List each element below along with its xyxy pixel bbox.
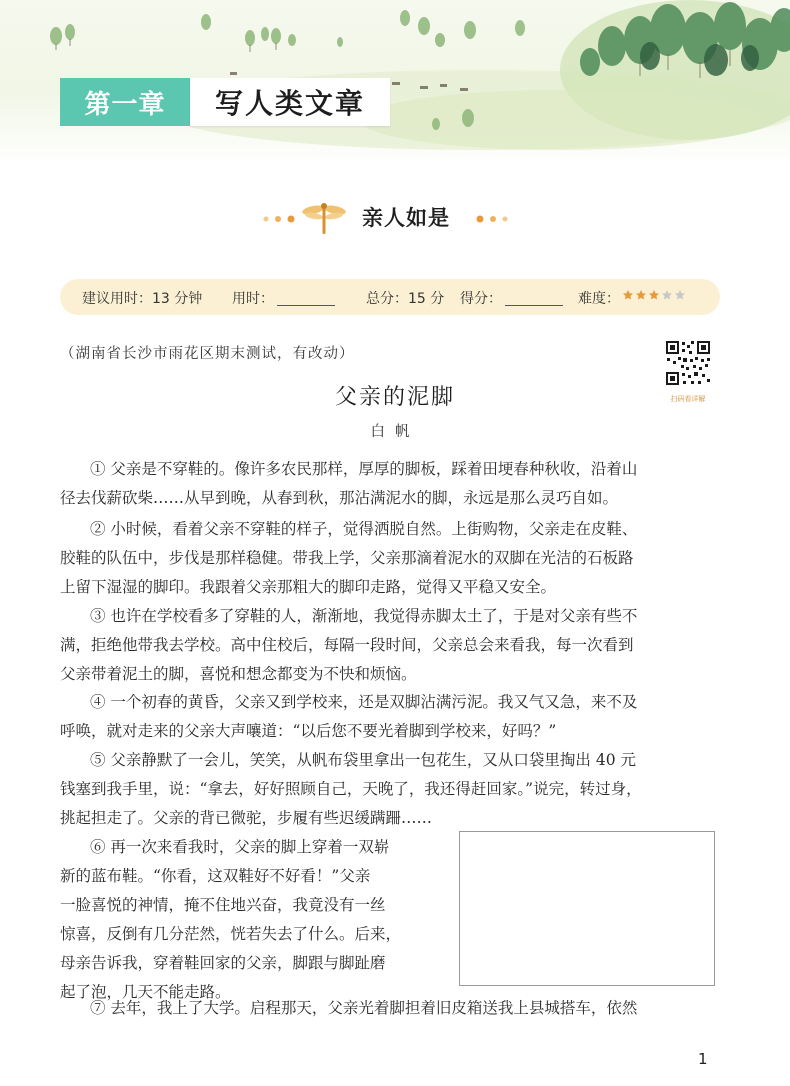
score-label: 得分： [460, 291, 502, 307]
page-number: 1 [698, 1050, 708, 1068]
chapter-label: 第一章 [60, 78, 190, 126]
text-line: 呼唤，就对走来的父亲大声嚷道：“以后您不要光着脚到学校来，好吗？” [60, 722, 557, 740]
article-author: 白帆 [370, 424, 420, 440]
text-line: 起了泡，几天不能走路。 [60, 983, 231, 1001]
chapter-title: 写人类文章 [190, 78, 390, 126]
dragonfly-icon [300, 200, 348, 236]
text-line: ⑤ 父亲静默了一会儿，笑笑，从帆布袋里拿出一包花生，又从口袋里掏出 40 元 [90, 751, 637, 769]
exercise-info-bar [60, 279, 720, 315]
paragraph-3-cont [60, 631, 712, 689]
text-line: 父亲带着泥土的脚，喜悦和想念都变为不快和烦恼。 [60, 665, 417, 683]
paragraph-5 [90, 746, 712, 775]
paragraph-4 [90, 688, 712, 717]
source-note: （湖南省长沙市雨花区期末测试，有改动） [60, 346, 355, 362]
star-empty-icon [661, 289, 673, 301]
text-line: 挑起担走了。父亲的背已微驼，步履有些迟缓蹒跚…… [60, 809, 433, 827]
text-line: ⑦ 去年，我上了大学。启程那天，父亲光着脚担着旧皮箱送我上县城搭车，依然 [90, 999, 638, 1017]
paragraph-6-cont [60, 862, 440, 1007]
total-score: 总分：15 分 [366, 291, 445, 307]
star-filled-icon [635, 289, 647, 301]
paragraph-2-cont [60, 544, 712, 602]
difficulty-label: 难度： [578, 291, 620, 307]
section-title: 亲人如是 [362, 206, 450, 230]
text-line: 上留下湿湿的脚印。我跟着父亲那粗大的脚印走路，觉得又平稳又安全。 [60, 578, 557, 596]
star-empty-icon [674, 289, 686, 301]
time-used-label: 用时： [232, 291, 274, 307]
illustration-frame [459, 831, 715, 986]
text-line: ⑥ 再一次来看我时，父亲的脚上穿着一双崭 [90, 838, 390, 856]
paragraph-6 [90, 833, 440, 862]
paragraph-4-cont [60, 717, 712, 746]
paragraph-1-cont [60, 484, 712, 513]
paragraph-7 [90, 994, 712, 1023]
text-line: ① 父亲是不穿鞋的。像许多农民那样，厚厚的脚板，踩着田埂春种秋收，沿着山 [90, 460, 638, 478]
text-line: ③ 也许在学校看多了穿鞋的人，渐渐地，我觉得赤脚太土了，于是对父亲有些不 [90, 607, 638, 625]
text-line: 新的蓝布鞋。“你看，这双鞋好不好看！”父亲 [60, 867, 371, 885]
time-used-field[interactable] [232, 288, 335, 308]
time-used-blank[interactable] [277, 292, 335, 306]
text-line: ④ 一个初春的黄昏，父亲又到学校来，还是双脚沾满污泥。我又气又急，来不及 [90, 693, 638, 711]
text-line: 胶鞋的队伍中，步伐是那样稳健。带我上学，父亲那滴着泥水的双脚在光洁的石板路 [60, 549, 634, 567]
text-line: 满，拒绝他带我去学校。高中住校后，每隔一段时间，父亲总会来看我，每一次看到 [60, 636, 634, 654]
score-blank[interactable] [505, 292, 563, 306]
text-line: 钱塞到我手里，说：“拿去，好好照顾自己，天晚了，我还得赶回家。”说完，转过身， [60, 780, 642, 798]
paragraph-1 [90, 455, 712, 484]
text-line: 惊喜，反倒有几分茫然，恍若失去了什么。后来， [60, 925, 402, 943]
text-line: ② 小时候，看着父亲不穿鞋的样子，觉得洒脱自然。上街购物，父亲走在皮鞋、 [90, 520, 638, 538]
paragraph-5-cont [60, 775, 712, 833]
qr-caption: 扫码看详解 [670, 395, 706, 403]
section-heading [0, 196, 790, 240]
star-filled-icon [648, 289, 660, 301]
decor-dots-right [474, 214, 510, 224]
text-line: 母亲告诉我，穿着鞋回家的父亲，脚跟与脚趾磨 [60, 954, 386, 972]
suggested-time: 建议用时：13 分钟 [82, 291, 203, 307]
text-line: 径去伐薪砍柴……从早到晚，从春到秋，那沾满泥水的脚，永远是那么灵巧自如。 [60, 489, 619, 507]
decor-dots-left [262, 214, 298, 224]
difficulty-rating [622, 289, 686, 301]
star-filled-icon [622, 289, 634, 301]
text-line: 一脸喜悦的神情，掩不住地兴奋，我竟没有一丝 [60, 896, 386, 914]
paragraph-2 [90, 515, 712, 544]
score-field[interactable] [460, 288, 563, 308]
article-title: 父亲的泥脚 [334, 385, 455, 410]
paragraph-3 [90, 602, 712, 631]
